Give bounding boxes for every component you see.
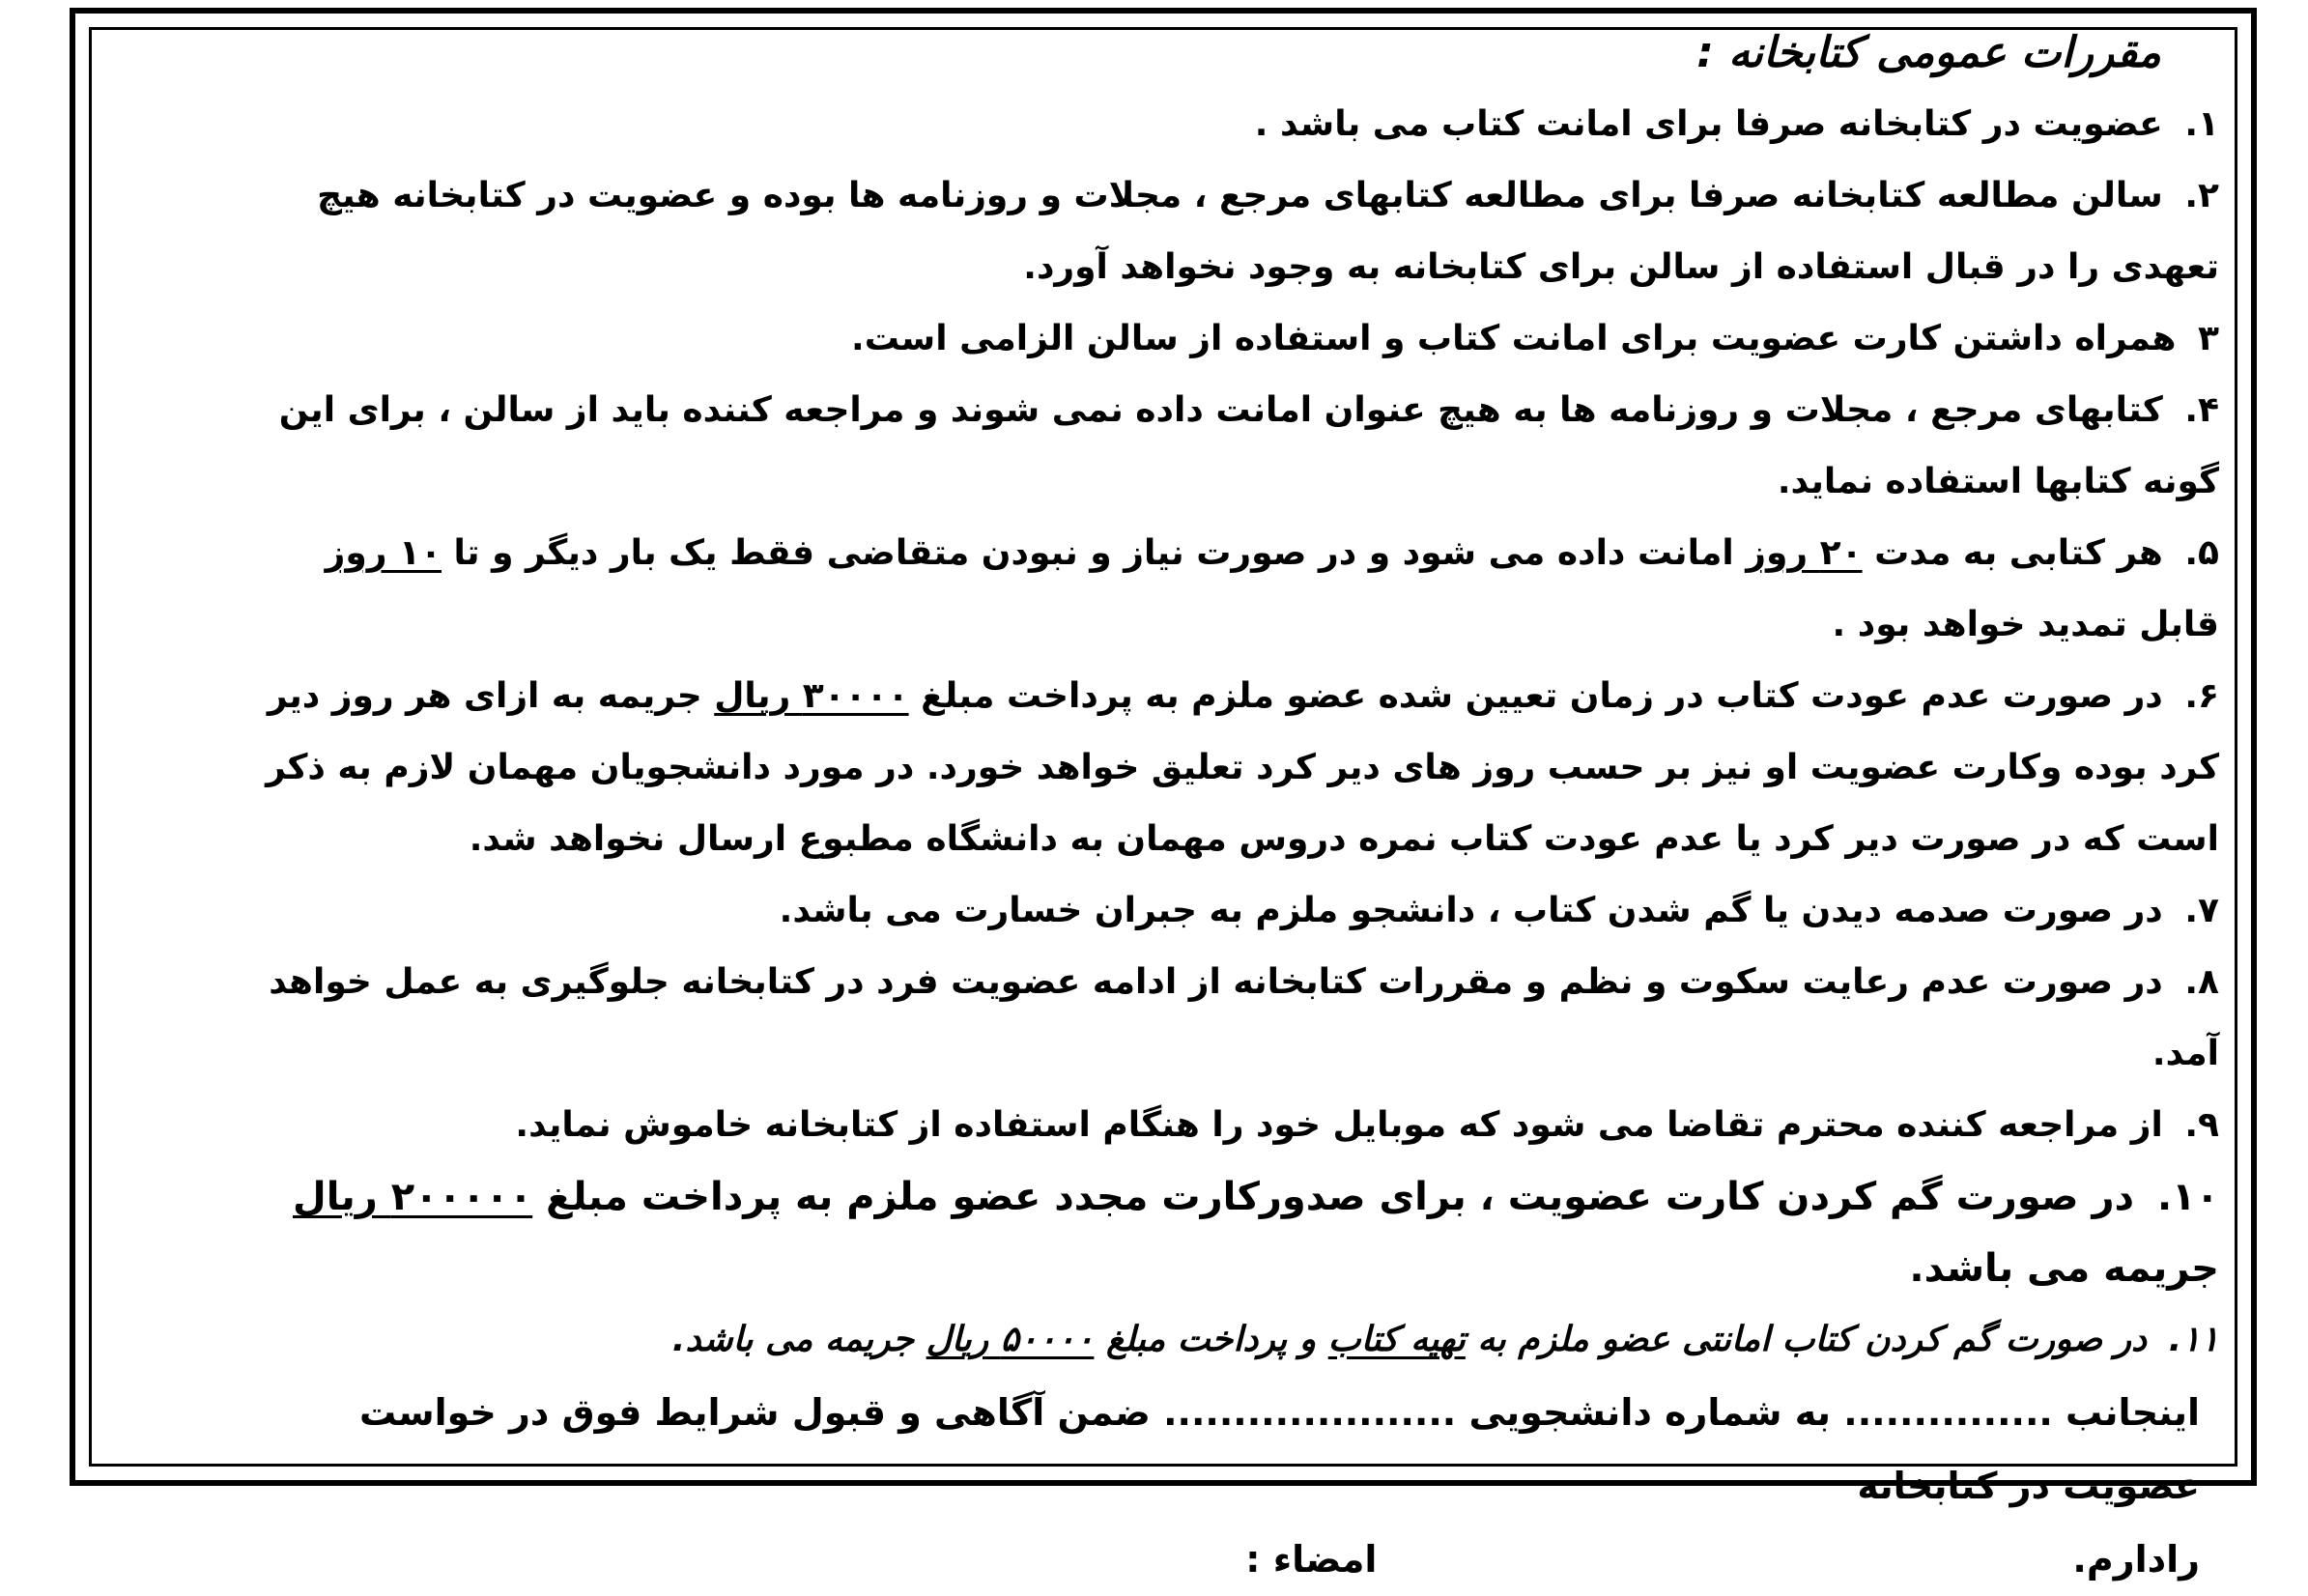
library-rules-document	[239, 17, 2219, 1596]
rule-text: در صورت صدمه دیدن یا گم شدن کتاب ، دانشجو ملزم به جبران خسارت می باشد.	[779, 891, 2163, 930]
rule-6	[239, 661, 2219, 875]
rule-10	[239, 1161, 2219, 1304]
rule-text: همراه داشتن کارت عضویت برای امانت کتاب و استفاده از سالن الزامی است.	[851, 319, 2177, 358]
rule-number: ۴.	[2184, 390, 2219, 430]
rule-text: کتابهای مرجع ، مجلات و روزنامه ها به هیچ عنوان امانت داده نمی شوند و مراجعه کننده باید از سالن ، برای این گونه کتابها استفاده نماید.	[278, 390, 2219, 501]
extension-period-underlined: ۱۰ روز	[325, 533, 442, 573]
document-title: مقررات عمومی کتابخانه :	[1696, 28, 2161, 77]
rule-1	[239, 89, 2219, 160]
declaration-closing: رادارم.	[2072, 1538, 2200, 1581]
rule-number: ۳	[2198, 319, 2219, 358]
rule-number: ۱۱.	[2168, 1320, 2219, 1359]
rule-text-part: جریمه می باشد.	[671, 1320, 915, 1359]
rule-number: ۹.	[2184, 1105, 2219, 1145]
rule-text-part: قابل تمدید خواهد بود .	[1832, 605, 2219, 644]
rule-text-part: در صورت گم کردن کارت عضویت ، برای صدورکارت مجدد عضو ملزم به پرداخت مبلغ	[546, 1175, 2135, 1219]
rule-text-part: هر کتابی به مدت	[1874, 533, 2163, 573]
rule-number: ۸.	[2184, 962, 2219, 1002]
rule-text-part: امانت داده می شود و در صورت نیاز و نبودن متقاضی فقط یک بار دیگر و تا	[453, 533, 1734, 573]
rule-text: در صورت عدم رعایت سکوت و نظم و مقررات کتابخانه از ادامه عضویت فرد در کتابخانه جلوگیری به عمل خواهد آمد.	[269, 962, 2219, 1073]
rule-text: عضویت در کتابخانه صرفا برای امانت کتاب می باشد .	[1254, 104, 2163, 144]
declaration-closing-line	[239, 1523, 2219, 1596]
loan-period-underlined: ۲۰ روز	[1746, 533, 1863, 573]
rule-number: ۱.	[2184, 104, 2219, 144]
rule-number: ۶.	[2184, 676, 2219, 716]
signature-label: امضاء :	[1245, 1538, 1378, 1581]
rule-text-part: جریمه می باشد.	[1909, 1246, 2219, 1291]
rule-5	[239, 518, 2219, 661]
rule-text: از مراجعه کننده محترم تقاضا می شود که موبایل خود را هنگام استفاده از کتابخانه خاموش نماید.	[515, 1105, 2163, 1145]
rule-number: ۱۰.	[2156, 1175, 2219, 1219]
rule-number: ۷.	[2184, 891, 2219, 930]
rule-text-part: در صورت گم کردن کتاب امانتی عضو ملزم به	[1477, 1320, 2148, 1359]
declaration-text: اینجانب ............... به شماره دانشجویی ..................... ضمن آگاهی و قبول شرایط فوق در خواست عضویت در کتابخانه	[358, 1391, 2200, 1507]
rule-8	[239, 947, 2219, 1090]
membership-declaration	[239, 1376, 2219, 1523]
rule-text-part: جریمه به ازای هر روز دیر کرد بوده وکارت عضویت او نیز بر حسب روز های دیر کرد تعلیق خواهد خورد. در مورد دانشجویان مهمان لازم به ذکر است که در صورت دیر کرد یا عدم عودت کتاب نمره دروس مهمان به دانشگاه مطبوع ارسال نخواهد شد.	[266, 676, 2219, 859]
rule-text: سالن مطالعه کتابخانه صرفا برای مطالعه کتابهای مرجع ، مجلات و روزنامه ها بوده و عضویت در کتابخانه هیچ تعهدی را در قبال استفاده از سالن برای کتابخانه به وجود نخواهد آورد.	[317, 176, 2219, 287]
rule-text-part: در صورت عدم عودت کتاب در زمان تعیین شده عضو ملزم به پرداخت مبلغ	[921, 676, 2163, 716]
rule-text-part: و پرداخت مبلغ	[1105, 1320, 1317, 1359]
lost-book-fine-underlined: ۵۰۰۰۰ ریال	[926, 1320, 1095, 1359]
card-fine-underlined: ۲۰۰۰۰۰ ریال	[293, 1175, 533, 1219]
book-replacement-underlined: تهیه کتاب	[1327, 1320, 1466, 1359]
rule-2	[239, 160, 2219, 303]
rule-11	[239, 1304, 2219, 1376]
rule-9	[239, 1090, 2219, 1161]
daily-fine-underlined: ۳۰۰۰۰ ریال	[714, 676, 909, 716]
rule-7	[239, 875, 2219, 947]
rule-number: ۵.	[2184, 533, 2219, 573]
rule-number: ۲.	[2184, 176, 2219, 215]
rule-3	[239, 303, 2219, 375]
rule-4	[239, 375, 2219, 518]
